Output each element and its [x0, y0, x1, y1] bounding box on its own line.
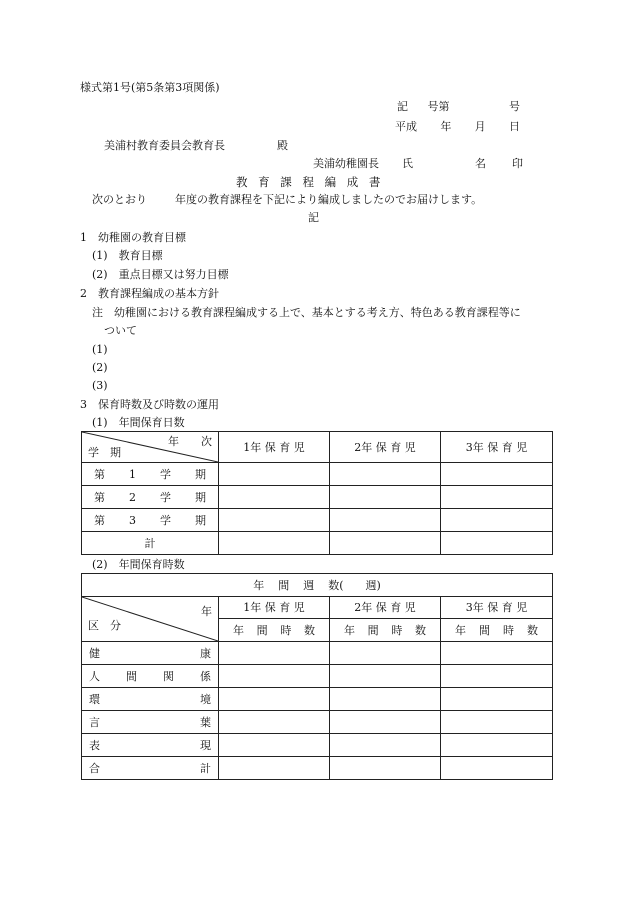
- table1-cell[interactable]: [219, 486, 330, 509]
- section3-heading: 3 保育時数及び時数の運用: [80, 398, 219, 411]
- table2-cell[interactable]: [441, 734, 553, 757]
- table1-corner-top: 年 次: [168, 435, 212, 448]
- area-char: 係: [200, 669, 211, 683]
- table-row: [82, 711, 553, 734]
- date-line: [395, 120, 520, 134]
- record-number-line: [397, 100, 520, 114]
- area-language: [82, 711, 219, 734]
- area-environment: [82, 688, 219, 711]
- area-health: [82, 642, 219, 665]
- term-char: 第: [94, 467, 105, 481]
- table1-term-1: [82, 463, 219, 486]
- subheader-char: 年: [344, 623, 355, 637]
- annual-hours-table: [81, 573, 553, 780]
- table2-cell[interactable]: [330, 711, 441, 734]
- addressee: 美浦村教育委員会教育長: [104, 139, 225, 152]
- table2-cell[interactable]: [219, 757, 330, 780]
- sender-name-label-2: 名: [475, 157, 486, 170]
- table2-cell[interactable]: [219, 688, 330, 711]
- weeks-char: 間: [278, 578, 290, 592]
- record-number-prefix: 号第: [427, 100, 450, 113]
- table1-cell[interactable]: [219, 532, 330, 555]
- table1-term-3: [82, 509, 219, 532]
- sender-title: 美浦幼稚園長: [313, 157, 379, 170]
- term-char: 学: [160, 513, 171, 527]
- area-char: 葉: [200, 715, 211, 729]
- table2-cell[interactable]: [330, 734, 441, 757]
- weeks-char: 週): [365, 578, 381, 592]
- era-label: 平成: [395, 120, 417, 133]
- area-char: 合: [89, 761, 100, 775]
- seal-label: 印: [512, 157, 523, 170]
- table1-cell[interactable]: [330, 486, 441, 509]
- weeks-title-cell: [82, 574, 553, 597]
- term-char: 2: [129, 490, 136, 504]
- subheader-char: 時: [503, 623, 514, 637]
- table2-cell[interactable]: [441, 757, 553, 780]
- section2-note-line2: ついて: [104, 324, 137, 337]
- subheader-char: 時: [280, 623, 292, 637]
- table2-header-3: 3年 保 育 児: [441, 597, 553, 619]
- term-char: 第: [94, 513, 105, 527]
- table1-cell[interactable]: [441, 509, 553, 532]
- table-row: [82, 734, 553, 757]
- subheader-char: 時: [391, 623, 403, 637]
- table1-cell[interactable]: [330, 463, 441, 486]
- table2-corner-cell: [82, 597, 219, 642]
- subheader-char: 年: [455, 623, 466, 637]
- table-row: [82, 532, 553, 555]
- section1-heading: 1 幼稚園の教育目標: [80, 231, 186, 244]
- table1-cell[interactable]: [441, 463, 553, 486]
- table2-cell[interactable]: [330, 757, 441, 780]
- intro-prefix: 次のとおり: [92, 193, 147, 206]
- area-expression: [82, 734, 219, 757]
- weeks-title: [253, 579, 381, 592]
- area-char: 関: [163, 669, 174, 683]
- term-char: 学: [160, 467, 171, 481]
- area-char: 環: [89, 692, 100, 706]
- table1-header-3: 3年 保 育 児: [441, 432, 553, 463]
- record-number-suffix: 号: [509, 100, 520, 113]
- section2-item-2: (2): [92, 361, 108, 374]
- area-char: 計: [200, 761, 211, 775]
- table1-header-2: 2年 保 育 児: [330, 432, 441, 463]
- table1-cell[interactable]: [441, 486, 553, 509]
- table1-cell[interactable]: [219, 463, 330, 486]
- table2-cell[interactable]: [219, 642, 330, 665]
- area-char: 言: [89, 715, 100, 729]
- weeks-char: 年: [253, 578, 265, 592]
- weeks-char: 週: [303, 578, 315, 592]
- subheader-char: 年: [233, 623, 244, 637]
- day-label: 日: [508, 120, 520, 133]
- subheader-char: 数: [414, 623, 426, 637]
- table1-corner-bottom: 学 期: [88, 446, 121, 459]
- term-char: 1: [129, 467, 136, 481]
- table2-header-1: 1年 保 育 児: [219, 597, 330, 619]
- document-title: 教 育 課 程 編 成 書: [236, 175, 381, 189]
- table-row: [82, 642, 553, 665]
- table2-cell[interactable]: [330, 642, 441, 665]
- section2-item-3: (3): [92, 379, 108, 392]
- subheader-char: 間: [367, 623, 379, 637]
- table-row: [82, 757, 553, 780]
- table2-cell[interactable]: [219, 665, 330, 688]
- table-row: [82, 688, 553, 711]
- section1-item-2: (2) 重点目標又は努力目標: [92, 268, 229, 281]
- table2-cell[interactable]: [441, 711, 553, 734]
- table2-cell[interactable]: [441, 642, 553, 665]
- area-relationships: [82, 665, 219, 688]
- form-number: 様式第1号(第5条第3項関係): [80, 81, 220, 94]
- area-total: [82, 757, 219, 780]
- table2-cell[interactable]: [441, 688, 553, 711]
- year-label: 年: [440, 120, 452, 133]
- term-char: 3: [129, 513, 136, 527]
- table1-cell[interactable]: [330, 509, 441, 532]
- sender-name-label-1: 氏: [402, 157, 413, 170]
- table2-cell[interactable]: [219, 734, 330, 757]
- section2-heading: 2 教育課程編成の基本方針: [80, 287, 219, 300]
- intro-body: 年度の教育課程を下記により編成しましたのでお届けします。: [175, 193, 483, 206]
- area-char: 康: [200, 646, 211, 660]
- annual-days-table: [81, 431, 553, 555]
- table2-subheader-2: [330, 619, 441, 642]
- table1-total: 計: [82, 532, 219, 555]
- table2-corner-bottom: 区 分: [88, 619, 121, 632]
- subheader-char: 間: [256, 623, 268, 637]
- table2-cell[interactable]: [441, 665, 553, 688]
- subheader-char: 数: [303, 623, 315, 637]
- record-label: 記: [397, 100, 408, 113]
- term-char: 期: [195, 490, 206, 504]
- table2-cell[interactable]: [330, 688, 441, 711]
- section1-item-1: (1) 教育目標: [92, 249, 163, 262]
- table2-subheader-3: [441, 619, 553, 642]
- area-char: 境: [200, 692, 211, 706]
- term-char: 学: [160, 490, 171, 504]
- month-label: 月: [474, 120, 486, 133]
- section3-sub2: (2) 年間保育時数: [92, 558, 185, 571]
- table2-corner-top: 年: [201, 605, 212, 618]
- table1-cell[interactable]: [441, 532, 553, 555]
- ki-label: 記: [308, 211, 319, 224]
- subheader-char: 数: [527, 623, 538, 637]
- term-char: 第: [94, 490, 105, 504]
- weeks-char: 数(: [328, 578, 344, 592]
- area-char: 健: [89, 646, 100, 660]
- table2-subheader-1: [219, 619, 330, 642]
- subheader-char: 間: [479, 623, 490, 637]
- table2-cell[interactable]: [219, 711, 330, 734]
- section3-sub1: (1) 年間保育日数: [92, 416, 185, 429]
- term-char: 期: [195, 513, 206, 527]
- section2-item-1: (1): [92, 343, 108, 356]
- honorific: 殿: [277, 139, 288, 152]
- table-row: [82, 486, 553, 509]
- area-char: 表: [89, 738, 100, 752]
- area-char: 人: [89, 669, 100, 683]
- table1-term-2: [82, 486, 219, 509]
- table-row: [82, 509, 553, 532]
- table2-header-2: 2年 保 育 児: [330, 597, 441, 619]
- table1-header-1: 1年 保 育 児: [219, 432, 330, 463]
- area-char: 間: [126, 669, 137, 683]
- section2-note-line1: 注 幼稚園における教育課程編成する上で、基本とする考え方、特色ある教育課程等に: [92, 306, 521, 319]
- term-char: 期: [195, 467, 206, 481]
- table1-cell[interactable]: [330, 532, 441, 555]
- table-row: [82, 665, 553, 688]
- table2-cell[interactable]: [330, 665, 441, 688]
- table1-cell[interactable]: [219, 509, 330, 532]
- table1-corner-cell: [82, 432, 219, 463]
- table-row: [82, 463, 553, 486]
- area-char: 現: [200, 738, 211, 752]
